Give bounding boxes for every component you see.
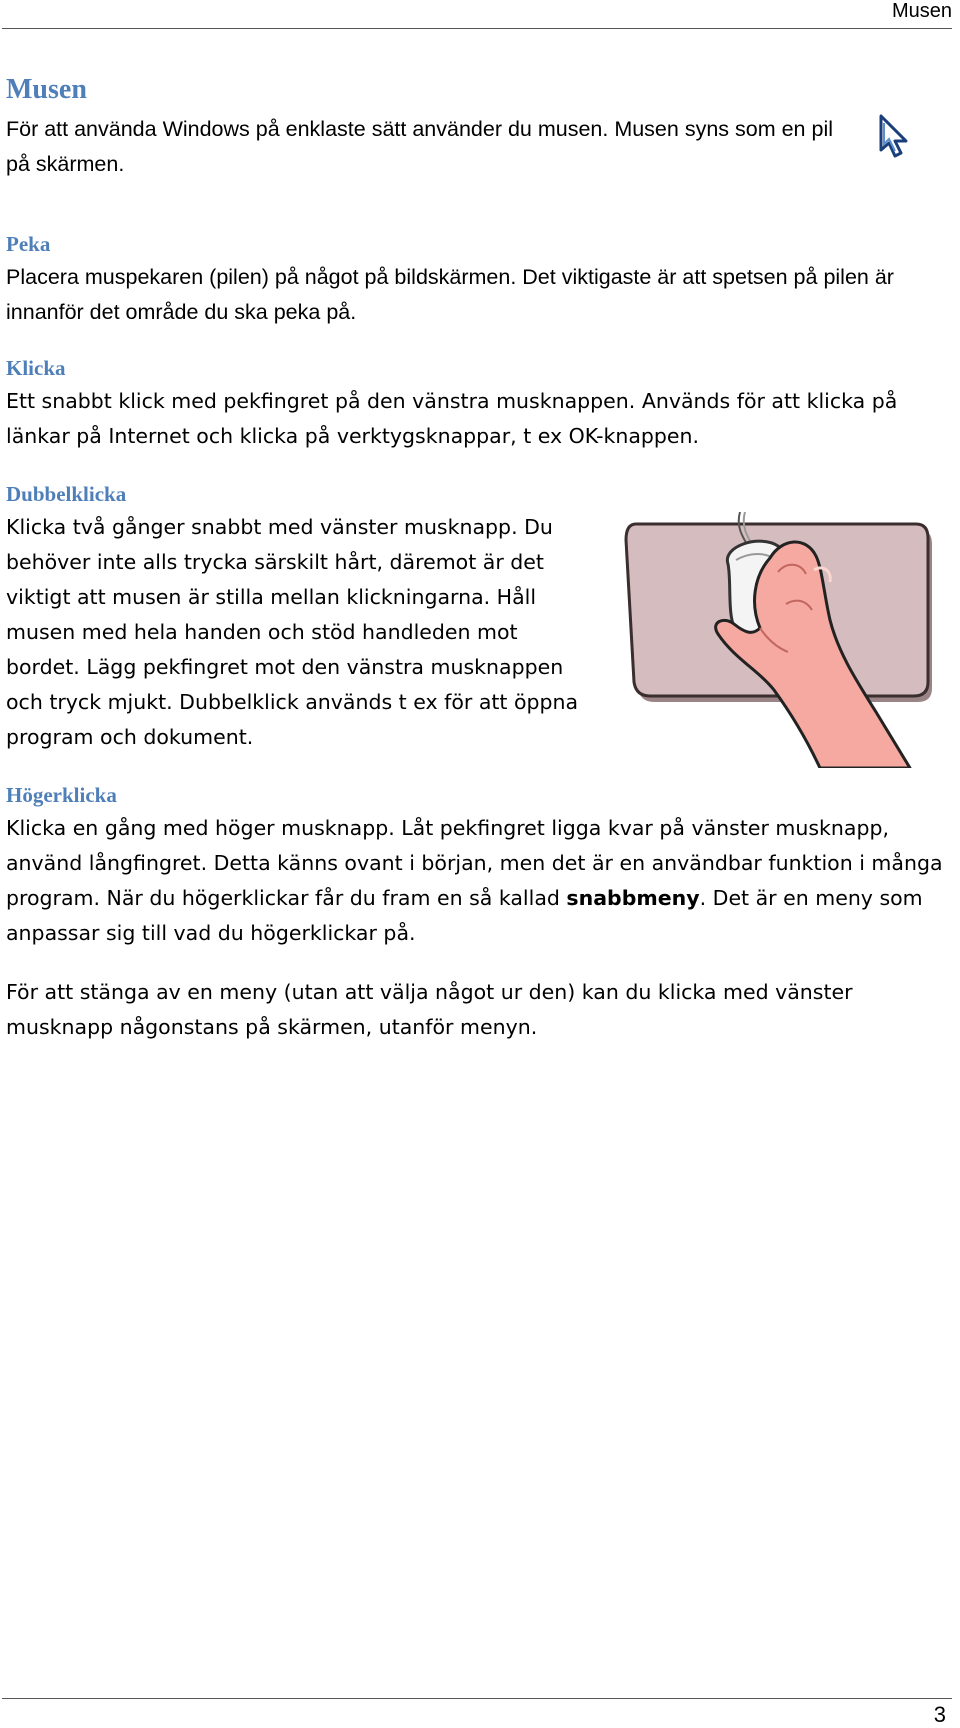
paragraph-hogerklicka [6,811,951,951]
snabbmeny-term: snabbmeny [566,886,700,910]
heading-dubbelklicka: Dubbelklicka [6,482,127,506]
paragraph-klicka: Ett snabbt klick med pekfingret på den vänstra musknappen. Används för att klicka på länkar på Internet och klicka på verktygsknappar, t ex OK-knappen. [6,389,898,448]
paragraph-closing: För att stänga av en meny (utan att välja något ur den) kan du klicka med vänster musknapp någonstans på skärmen, utanför menyn. [6,980,853,1039]
running-header: Musen [891,0,952,22]
section-title: Musen [6,74,87,105]
arrow-cursor-icon [878,114,910,162]
heading-klicka: Klicka [6,356,66,380]
page-number: 3 [933,1702,946,1727]
paragraph-peka: Placera muspekaren (pilen) på något på bildskärmen. Det viktigaste är att spetsen på pilen är innanför det område du ska peka på. [6,265,894,324]
intro-paragraph: För att använda Windows på enklaste sätt använder du musen. Musen syns som en pil på skärmen. [6,117,833,176]
hogerklicka-text-before: Klicka en gång med höger musknapp. Låt pekfingret ligga kvar på vänster musknapp, använd långfingret. Detta känns ovant i början, men det är en användbar funktion i många program. När du högerklickar får du fram en så kallad [6,816,943,910]
hand-on-mouse-icon [610,512,940,768]
paragraph-dubbelklicka: Klicka två gånger snabbt med vänster musknapp. Du behöver inte alls trycka särskilt hårt, däremot är det viktigt att musen är stilla mellan klickningarna. Håll musen med hela handen och stöd handleden mot bordet. Lägg pekfingret mot den vänstra musknappen och tryck mjukt. Dubbelklick används t ex för att öppna program och dokument. [6,515,579,749]
hogerklicka-text-after: . Det är en meny som anpassar sig till vad du högerklickar på. [6,886,923,945]
heading-hogerklicka: Högerklicka [6,783,117,807]
heading-peka: Peka [6,232,51,256]
header-rule [2,28,952,29]
footer-rule [2,1698,952,1699]
